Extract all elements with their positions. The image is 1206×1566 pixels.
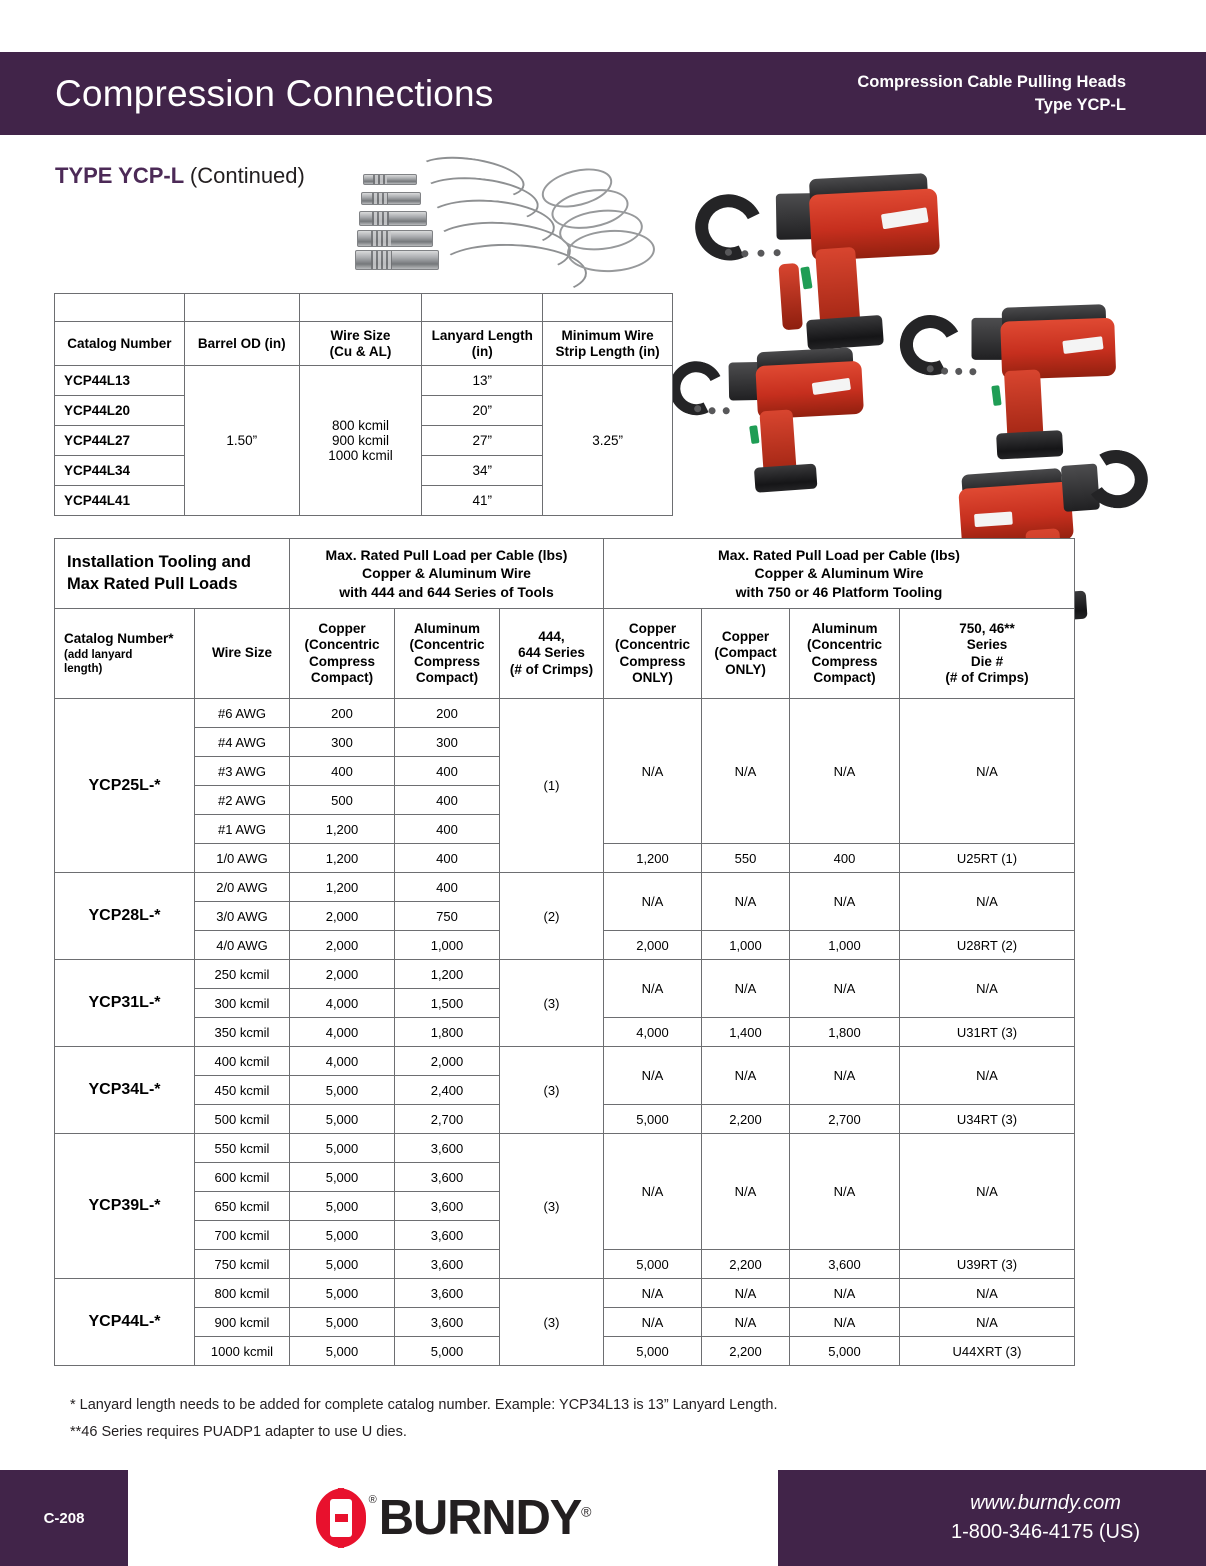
cell-aluminum-750: 1,800: [790, 1018, 900, 1047]
col-header-strip-length: [543, 322, 673, 366]
col-header-cucomp-line3: ONLY): [725, 661, 766, 677]
col-header-al750-line1: Aluminum: [811, 620, 878, 636]
cell-die-number: U31RT (3): [900, 1018, 1075, 1047]
cell-aluminum-444: 3,600: [395, 1192, 500, 1221]
pull-load-title-line1: Installation Tooling and: [67, 552, 251, 571]
cell-copper-compact: 2,200: [702, 1250, 790, 1279]
cell-copper-750-concentric: 5,000: [604, 1105, 702, 1134]
cell-copper-444: 5,000: [290, 1250, 395, 1279]
page-header-bar: [0, 52, 1206, 135]
cell-copper-444: 5,000: [290, 1134, 395, 1163]
wire-size-option-2: 900 kcmil: [331, 433, 389, 448]
cell-copper-750-concentric: 4,000: [604, 1018, 702, 1047]
cell-die-number: U34RT (3): [900, 1105, 1075, 1134]
banner-444-line3: with 444 and 644 Series of Tools: [339, 583, 554, 600]
col-header-crimps-444-644: [500, 609, 604, 699]
col-header-lanyard-line2: (in): [471, 343, 493, 359]
mark-registered-symbol: ®: [368, 1494, 377, 1506]
cell-aluminum-444: 3,600: [395, 1163, 500, 1192]
table-row: [55, 1279, 1075, 1308]
pull-load-table: [54, 538, 1075, 1366]
cell-copper-444: 5,000: [290, 1192, 395, 1221]
cell-catalog-number: YCP44L20: [55, 396, 185, 426]
cell-copper-444: 5,000: [290, 1221, 395, 1250]
spacer-cell: [543, 294, 673, 322]
col-header-die-line1: 750, 46**: [959, 620, 1015, 636]
cell-copper-750-concentric: 5,000: [604, 1337, 702, 1366]
col-header-cu750-line1: Copper: [628, 620, 677, 636]
col-header-strip-line2: Strip Length (in): [555, 343, 660, 359]
col-header-cu750-line2: (Concentric: [614, 637, 690, 653]
burndy-mark-icon: [316, 1488, 377, 1548]
wire-size-option-3: 1000 kcmil: [328, 448, 393, 463]
cell-copper-444: 300: [290, 728, 395, 757]
cell-copper-444: 5,000: [290, 1076, 395, 1105]
crimping-tool-secondary-photo: [661, 330, 912, 530]
burndy-logo: [128, 1470, 778, 1566]
cell-aluminum-750: 1,000: [790, 931, 900, 960]
cell-copper-compact: 2,200: [702, 1105, 790, 1134]
header-subtitle-line1: Compression Cable Pulling Heads: [857, 73, 1126, 92]
cell-copper-compact: N/A: [702, 1308, 790, 1337]
cell-copper-444: 4,000: [290, 1047, 395, 1076]
cell-die-number: U25RT (1): [900, 844, 1075, 873]
cell-wire-size: #2 AWG: [195, 786, 290, 815]
cell-aluminum-750: 3,600: [790, 1250, 900, 1279]
cell-wire-size: 1/0 AWG: [195, 844, 290, 873]
footnote-46-series: **46 Series requires PUADP1 adapter to use U dies.: [70, 1423, 407, 1440]
col-header-wire-size-line2: (Cu & AL): [329, 343, 392, 359]
cell-die-number: U44XRT (3): [900, 1337, 1075, 1366]
cell-copper-444: 200: [290, 699, 395, 728]
col-header-crimps-line3: (# of Crimps): [509, 661, 594, 677]
cell-copper-750-concentric: 1,200: [604, 844, 702, 873]
col-header-cu750-line4: ONLY): [632, 669, 673, 685]
cell-copper-444: 4,000: [290, 1018, 395, 1047]
col-header-catalog-line2: (add lanyard: [64, 648, 133, 661]
cell-wire-size: 300 kcmil: [195, 989, 290, 1018]
col-header-cu750-line3: Compress: [619, 653, 686, 669]
cell-copper-444: 5,000: [290, 1105, 395, 1134]
cell-aluminum-750: N/A: [790, 873, 900, 931]
cell-aluminum-444: 400: [395, 844, 500, 873]
col-header-cu444-line3: Compress: [308, 653, 376, 669]
cell-aluminum-750: 5,000: [790, 1337, 900, 1366]
section-title: [55, 163, 305, 189]
banner-750-line3: with 750 or 46 Platform Tooling: [735, 583, 943, 600]
cable-pulling-heads-photo: [355, 168, 665, 283]
col-header-cu444-line2: (Concentric: [304, 637, 380, 653]
cell-barrel-od: 1.50”: [184, 366, 299, 516]
col-header-copper-compact: [702, 609, 790, 699]
cell-wire-size: 1000 kcmil: [195, 1337, 290, 1366]
cell-aluminum-444: 5,000: [395, 1337, 500, 1366]
spacer-cell: [299, 294, 422, 322]
cell-copper-444: 2,000: [290, 931, 395, 960]
cell-copper-750-concentric: N/A: [604, 1047, 702, 1105]
col-header-al750-line2: (Concentric: [806, 637, 882, 653]
cell-wire-size: 600 kcmil: [195, 1163, 290, 1192]
cell-catalog-number: YCP34L-*: [55, 1047, 195, 1134]
website-url[interactable]: www.burndy.com: [970, 1492, 1121, 1514]
banner-750-line2: Copper & Aluminum Wire: [754, 565, 924, 582]
cell-lanyard-length: 20”: [422, 396, 543, 426]
cell-lanyard-length: 34”: [422, 456, 543, 486]
col-header-al444-line3: Compress: [413, 653, 481, 669]
col-header-copper-444: [290, 609, 395, 699]
cell-aluminum-444: 2,700: [395, 1105, 500, 1134]
cell-aluminum-444: 400: [395, 757, 500, 786]
cell-copper-444: 4,000: [290, 989, 395, 1018]
cell-catalog-number: YCP44L27: [55, 426, 185, 456]
table-header-row: [55, 322, 673, 366]
phone-number[interactable]: 1-800-346-4175 (US): [951, 1521, 1140, 1543]
cell-aluminum-750: N/A: [790, 960, 900, 1018]
cell-die-number: N/A: [900, 1308, 1075, 1337]
cell-wire-size: 450 kcmil: [195, 1076, 290, 1105]
cell-crimps-444-644: (3): [500, 960, 604, 1047]
cell-wire-size: 750 kcmil: [195, 1250, 290, 1279]
burndy-wordmark-text: BURNDY: [378, 1490, 582, 1545]
cell-wire-size: 3/0 AWG: [195, 902, 290, 931]
pull-load-title-line2: Max Rated Pull Loads: [67, 574, 238, 593]
col-header-al750-line3: Compress: [811, 653, 878, 669]
cell-copper-444: 400: [290, 757, 395, 786]
cell-aluminum-444: 3,600: [395, 1279, 500, 1308]
cell-copper-compact: 1,000: [702, 931, 790, 960]
page-number: C-208: [43, 1509, 85, 1527]
cell-aluminum-444: 3,600: [395, 1221, 500, 1250]
table-row: [55, 366, 673, 396]
cell-die-number: N/A: [900, 1047, 1075, 1105]
col-header-die-line2: Series: [966, 637, 1008, 653]
cell-aluminum-750: 400: [790, 844, 900, 873]
cell-aluminum-444: 2,400: [395, 1076, 500, 1105]
cell-aluminum-750: 2,700: [790, 1105, 900, 1134]
cell-copper-750-concentric: N/A: [604, 1279, 702, 1308]
cell-aluminum-444: 1,200: [395, 960, 500, 989]
cell-catalog-number: YCP44L41: [55, 486, 185, 516]
cell-copper-444: 1,200: [290, 873, 395, 902]
cell-copper-444: 5,000: [290, 1308, 395, 1337]
footnote-lanyard: * Lanyard length needs to be added for complete catalog number. Example: YCP34L13 is 13” Lanyard Length.: [70, 1397, 778, 1413]
col-header-die-line3: Die #: [970, 653, 1004, 669]
cell-copper-compact: 1,400: [702, 1018, 790, 1047]
cell-wire-size: 2/0 AWG: [195, 873, 290, 902]
cell-wire-size: 400 kcmil: [195, 1047, 290, 1076]
col-header-lanyard-line1: Lanyard Length: [431, 327, 533, 343]
col-header-al750-line4: Compact): [813, 669, 876, 685]
col-header-aluminum-750: [790, 609, 900, 699]
cell-die-number: N/A: [900, 1134, 1075, 1250]
cell-aluminum-444: 2,000: [395, 1047, 500, 1076]
cell-catalog-number: YCP44L-*: [55, 1279, 195, 1366]
section-title-continued: (Continued): [189, 163, 305, 188]
cell-copper-750-concentric: N/A: [604, 960, 702, 1018]
col-header-lanyard-length: [422, 322, 543, 366]
col-header-al444-line4: Compact): [415, 669, 479, 685]
spacer-cell: [55, 294, 185, 322]
cell-wire-size: 4/0 AWG: [195, 931, 290, 960]
cell-copper-750-concentric: N/A: [604, 699, 702, 844]
page-title: Compression Connections: [55, 73, 494, 114]
col-header-cu444-line1: Copper: [318, 620, 366, 636]
col-header-cu444-line4: Compact): [310, 669, 374, 685]
wordmark-registered-symbol: ®: [581, 1503, 591, 1520]
pull-load-table-title: [55, 539, 290, 609]
cell-aluminum-444: 1,500: [395, 989, 500, 1018]
cell-copper-444: 5,000: [290, 1163, 395, 1192]
footer-contact: [951, 1470, 1140, 1566]
page-footer: [0, 1470, 1206, 1566]
cell-copper-compact: N/A: [702, 873, 790, 931]
table-row: [55, 1134, 1075, 1163]
cell-aluminum-444: 1,000: [395, 931, 500, 960]
cell-aluminum-750: N/A: [790, 1134, 900, 1250]
banner-750-line1: Max. Rated Pull Load per Cable (lbs): [718, 546, 960, 563]
cell-catalog-number: YCP28L-*: [55, 873, 195, 960]
cell-die-number: U39RT (3): [900, 1250, 1075, 1279]
cell-aluminum-444: 3,600: [395, 1134, 500, 1163]
cell-copper-750-concentric: 5,000: [604, 1250, 702, 1279]
cell-copper-750-concentric: N/A: [604, 873, 702, 931]
col-header-cucomp-line2: (Compact: [714, 645, 777, 661]
cell-copper-compact: 550: [702, 844, 790, 873]
cell-copper-compact: 2,200: [702, 1337, 790, 1366]
banner-444-line2: Copper & Aluminum Wire: [362, 565, 531, 582]
cell-aluminum-444: 400: [395, 786, 500, 815]
col-header-crimps-line1: 444,: [538, 628, 565, 644]
table-column-header-row: [55, 609, 1075, 699]
cell-crimps-444-644: (1): [500, 699, 604, 873]
cell-wire-size: #1 AWG: [195, 815, 290, 844]
cell-aluminum-750: N/A: [790, 1279, 900, 1308]
cell-lanyard-length: 13”: [422, 366, 543, 396]
cell-aluminum-444: 3,600: [395, 1308, 500, 1337]
header-subtitle-line2: Type YCP-L: [1034, 95, 1126, 114]
table-banner-row: [55, 539, 1075, 609]
banner-444-644: [290, 539, 604, 609]
burndy-wordmark: [378, 1490, 591, 1545]
cell-aluminum-750: N/A: [790, 699, 900, 844]
col-header-copper-750-concentric: [604, 609, 702, 699]
footnotes: [70, 1392, 777, 1446]
col-header-al444-line2: (Concentric: [409, 637, 485, 653]
cell-copper-444: 1,200: [290, 844, 395, 873]
cell-crimps-444-644: (2): [500, 873, 604, 960]
cell-wire-size: #3 AWG: [195, 757, 290, 786]
table-row: [55, 873, 1075, 902]
cell-die-number: U28RT (2): [900, 931, 1075, 960]
spacer-cell: [422, 294, 543, 322]
col-header-catalog-line3: length): [64, 662, 103, 675]
col-header-al444-line1: Aluminum: [414, 620, 480, 636]
col-header-catalog-number-star: [55, 609, 195, 699]
banner-750-46: [604, 539, 1075, 609]
cell-copper-444: 5,000: [290, 1279, 395, 1308]
cell-copper-444: 5,000: [290, 1337, 395, 1366]
table-row-spacer: [55, 294, 673, 322]
cell-copper-compact: N/A: [702, 960, 790, 1018]
col-header-catalog-line1: Catalog Number*: [64, 631, 174, 647]
wire-size-option-1: 800 kcmil: [331, 418, 389, 433]
cell-copper-444: 2,000: [290, 902, 395, 931]
col-header-strip-line1: Minimum Wire: [561, 327, 654, 343]
cell-crimps-444-644: (3): [500, 1047, 604, 1134]
cell-wire-size: [299, 366, 422, 516]
cell-die-number: N/A: [900, 699, 1075, 844]
cell-aluminum-444: 400: [395, 815, 500, 844]
col-header-cucomp-line1: Copper: [721, 628, 770, 644]
col-header-die-number: [900, 609, 1075, 699]
cell-catalog-number: YCP25L-*: [55, 699, 195, 873]
banner-444-line1: Max. Rated Pull Load per Cable (lbs): [325, 546, 568, 563]
cell-die-number: N/A: [900, 1279, 1075, 1308]
cell-strip-length: 3.25”: [543, 366, 673, 516]
catalog-spec-table: [54, 293, 673, 516]
cell-die-number: N/A: [900, 873, 1075, 931]
cell-aluminum-750: N/A: [790, 1308, 900, 1337]
cell-aluminum-444: 3,600: [395, 1250, 500, 1279]
cell-crimps-444-644: (3): [500, 1279, 604, 1366]
col-header-aluminum-444: [395, 609, 500, 699]
cell-catalog-number: YCP31L-*: [55, 960, 195, 1047]
cell-copper-750-concentric: N/A: [604, 1134, 702, 1250]
col-header-barrel-od: Barrel OD (in): [184, 322, 299, 366]
spacer-cell: [184, 294, 299, 322]
cell-wire-size: 250 kcmil: [195, 960, 290, 989]
cell-aluminum-444: 750: [395, 902, 500, 931]
col-header-wire-size: Wire Size: [195, 609, 290, 699]
col-header-wire-size: [299, 322, 422, 366]
table-row: [55, 699, 1075, 728]
cell-wire-size: #6 AWG: [195, 699, 290, 728]
cell-copper-444: 2,000: [290, 960, 395, 989]
header-subtitle: [857, 71, 1126, 116]
col-header-catalog-number: Catalog Number: [55, 322, 185, 366]
cell-wire-size: #4 AWG: [195, 728, 290, 757]
cell-aluminum-444: 200: [395, 699, 500, 728]
table-row: [55, 960, 1075, 989]
cell-wire-size: 550 kcmil: [195, 1134, 290, 1163]
table-row: [55, 1047, 1075, 1076]
cell-lanyard-length: 41”: [422, 486, 543, 516]
cell-aluminum-444: 400: [395, 873, 500, 902]
section-title-type: TYPE YCP-L: [55, 163, 184, 188]
cell-copper-compact: N/A: [702, 1134, 790, 1250]
cell-wire-size: 800 kcmil: [195, 1279, 290, 1308]
cell-copper-444: 500: [290, 786, 395, 815]
cell-aluminum-444: 1,800: [395, 1018, 500, 1047]
cell-copper-compact: N/A: [702, 699, 790, 844]
cell-copper-750-concentric: 2,000: [604, 931, 702, 960]
cell-die-number: N/A: [900, 960, 1075, 1018]
cell-wire-size: 350 kcmil: [195, 1018, 290, 1047]
cell-aluminum-444: 300: [395, 728, 500, 757]
cell-catalog-number: YCP39L-*: [55, 1134, 195, 1279]
col-header-die-line4: (# of Crimps): [945, 669, 1029, 685]
cell-catalog-number: YCP44L34: [55, 456, 185, 486]
cell-copper-750-concentric: N/A: [604, 1308, 702, 1337]
cell-wire-size: 650 kcmil: [195, 1192, 290, 1221]
cell-aluminum-750: N/A: [790, 1047, 900, 1105]
cell-wire-size: 500 kcmil: [195, 1105, 290, 1134]
cell-wire-size: 700 kcmil: [195, 1221, 290, 1250]
col-header-crimps-line2: 644 Series: [518, 645, 585, 661]
cell-copper-compact: N/A: [702, 1047, 790, 1105]
cell-lanyard-length: 27”: [422, 426, 543, 456]
cell-copper-compact: N/A: [702, 1279, 790, 1308]
col-header-wire-size-line1: Wire Size: [330, 327, 391, 343]
cell-copper-444: 1,200: [290, 815, 395, 844]
cell-catalog-number: YCP44L13: [55, 366, 185, 396]
cell-crimps-444-644: (3): [500, 1134, 604, 1279]
cell-wire-size: 900 kcmil: [195, 1308, 290, 1337]
